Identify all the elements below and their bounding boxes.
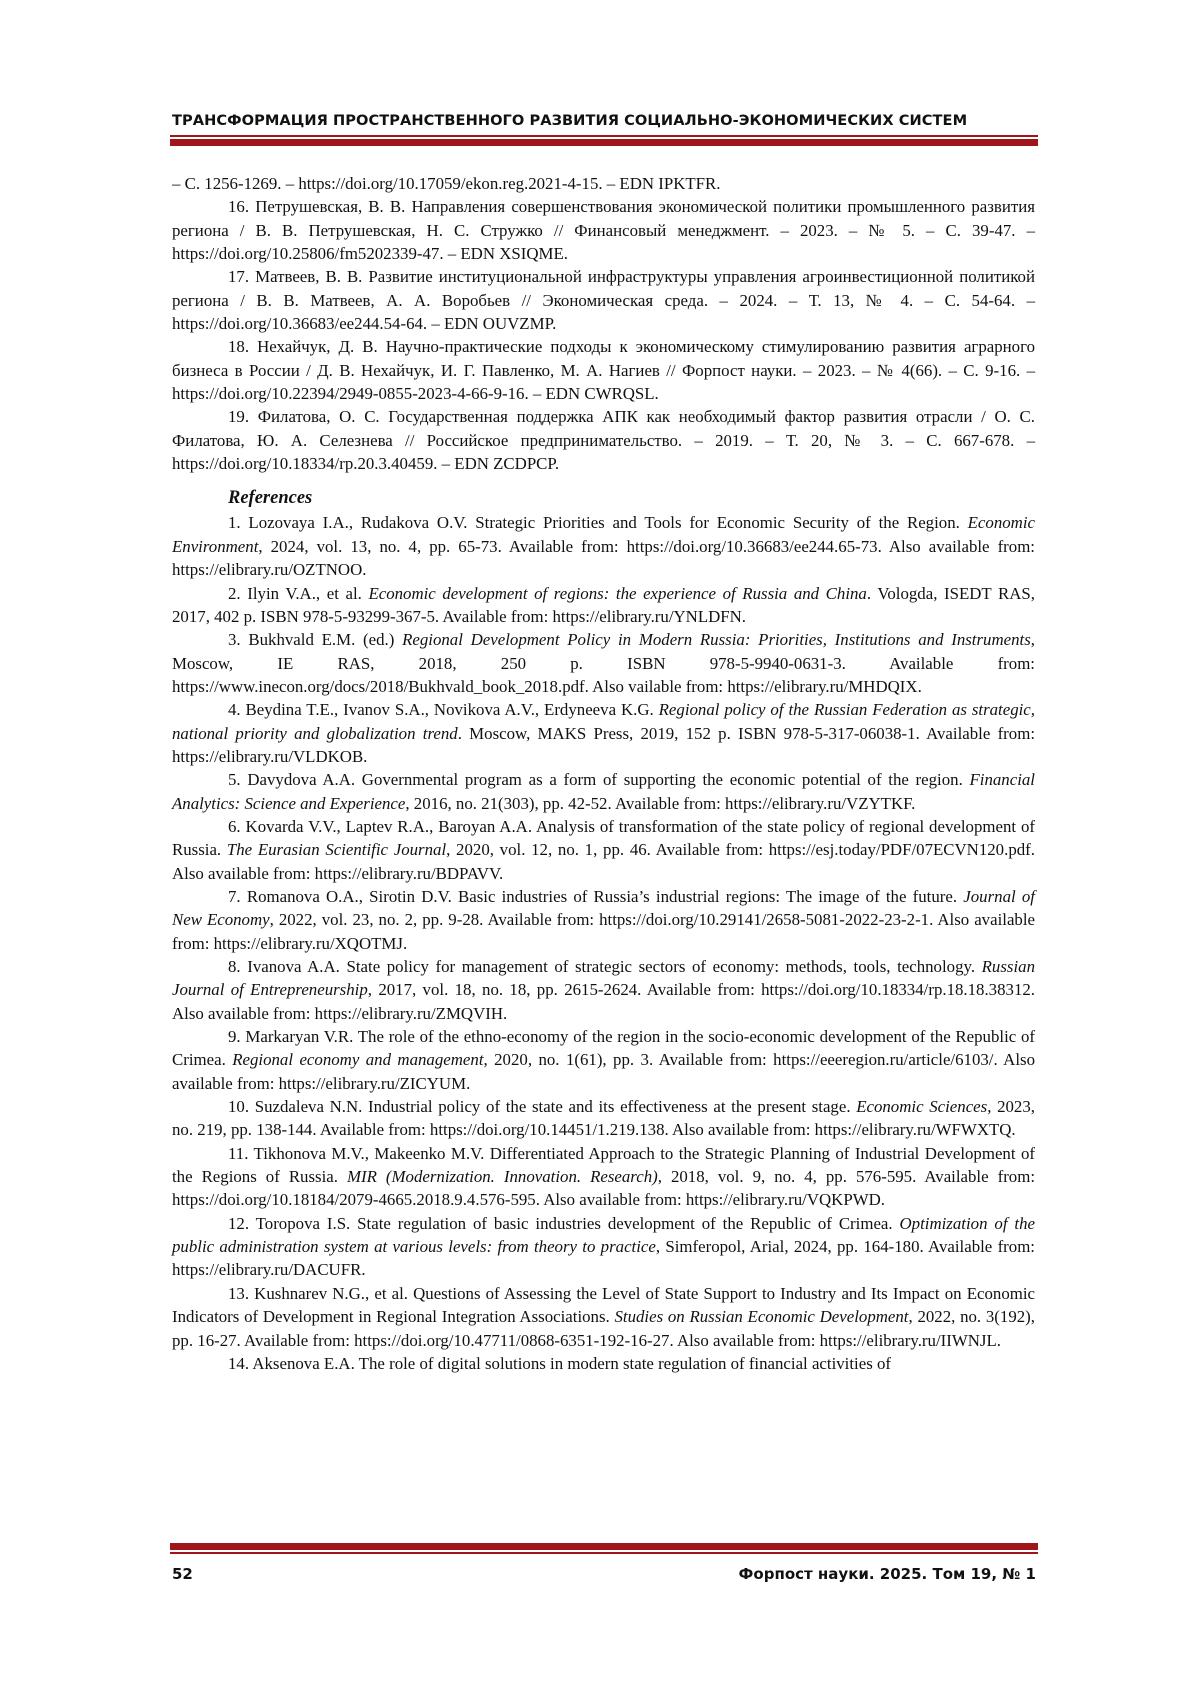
reference-ru-19: 19. Филатова, О. С. Государственная поддержка АПК как необходимый фактор развития отрасли / О. С. Филатова, Ю. А. Селезнева // Российское предпринимательство. – 2019. – Т. 20, № 3. – С. 667-678. – https://doi.org/10.18334/rp.20.3.40459. – EDN ZCDPCP. [172,407,1035,474]
page-number: 52 [172,1565,193,1583]
reference-en-2: 2. Ilyin V.A., et al. Economic development of regions: the experience of Russia and China. Vologda, ISEDT RAS, 2017, 402 p. ISBN 978-5-93299-367-5. Available from: https://elibrary.ru/YNLDFN. [172,583,1035,626]
reference-ru-16: 16. Петрушевская, В. В. Направления совершенствования экономической политики промышленного развития региона / В. В. Петрушевская, Н. С. Стружко // Финансовый менеджмент. – 2023. – № 5. – С. 39-47. – https://doi.org/10.25806/fm5202339-47. – EDN XSIQME. [172,197,1035,264]
reference-en-5: 5. Davydova A.A. Governmental program as a form of supporting the economic potential of the region. Financial Analytics: Science and Experience, 2016, no. 21(303), pp. 42-52. Available from: https://elibrary.ru/VZYTKF. [172,770,1035,813]
article-body [172,172,1035,1375]
reference-en-7: 7. Romanova O.A., Sirotin D.V. Basic industries of Russia’s industrial regions: The image of the future. Journal of New Economy, 2022, vol. 23, no. 2, pp. 9-28. Available from: https://doi.org/10.29141/2658-5081-2022-23-2-1. Also available from: https://elibrary.ru/XQOTMJ. [172,886,1035,953]
reference-continuation: – С. 1256-1269. – https://doi.org/10.17059/ekon.reg.2021-4-15. – EDN IPKTFR. [172,174,721,193]
reference-en-1: 1. Lozovaya I.A., Rudakova O.V. Strategic Priorities and Tools for Economic Security of the Region. Economic Environment, 2024, vol. 13, no. 4, pp. 65-73. Available from: https://doi.org/10.36683/ee244.65-73. Also available from: https://elibrary.ru/OZTNOO. [172,513,1035,580]
footer-rule [170,1543,1038,1554]
reference-en-9: 9. Markaryan V.R. The role of the ethno-economy of the region in the socio-economic development of the Republic of Crimea. Regional economy and management, 2020, no. 1(61), pp. 3. Available from: https://eeeregion.ru/article/6103/. Also available from: https://elibrary.ru/ZICYUM. [172,1027,1035,1093]
reference-en-3: 3. Bukhvald E.M. (ed.) Regional Development Policy in Modern Russia: Priorities, Institutions and Instruments, Moscow, IE RAS, 2018, 250 p. ISBN 978-5-9940-0631-3. Available from: https://www.inecon.org/docs/2018/Bukhvald_book_2018.pdf. Also vailable from: https://elibrary.ru/MHDQIX. [172,630,1035,696]
reference-ru-18: 18. Нехайчук, Д. В. Научно-практические подходы к экономическому стимулированию развития аграрного бизнеса в России / Д. В. Нехайчук, И. Г. Павленко, М. А. Нагиев // Форпост науки. – 2023. – № 4(66). – С. 9-16. – https://doi.org/10.22394/2949-0855-2023-4-66-9-16. – EDN CWRQSL. [172,337,1035,404]
reference-en-4: 4. Beydina T.E., Ivanov S.A., Novikova A.V., Erdyneeva K.G. Regional policy of the Russian Federation as strategic, national priority and globalization trend. Moscow, MAKS Press, 2019, 152 p. ISBN 978-5-317-06038-1. Available from: https://elibrary.ru/VLDKOB. [172,700,1035,766]
reference-en-12: 12. Toropova I.S. State regulation of basic industries development of the Republic of Crimea. Optimization of the public administration system at various levels: from theory to practice, Simferopol, Arial, 2024, pp. 164-180. Available from: https://elibrary.ru/DACUFR. [172,1213,1035,1280]
references-heading: References [228,488,313,509]
journal-issue: Форпост науки. 2025. Том 19, № 1 [738,1565,1036,1583]
reference-en-8: 8. Ivanova A.A. State policy for management of strategic sectors of economy: methods, tools, technology. Russian Journal of Entrepreneurship, 2017, vol. 18, no. 18, pp. 2615-2624. Available from: https://doi.org/10.18334/rp.18.18.38312. Also available from: https://elibrary.ru/ZMQVIH. [172,957,1036,1023]
reference-ru-17: 17. Матвеев, В. В. Развитие институциональной инфраструктуры управления агроинвестиционной политикой региона / В. В. Матвеев, А. А. Воробьев // Экономическая среда. – 2024. – Т. 13, № 4. – С. 54-64. – https://doi.org/10.36683/ee244.54-64. – EDN OUVZMP. [172,267,1035,334]
reference-en-6: 6. Kovarda V.V., Laptev R.A., Baroyan A.A. Analysis of transformation of the state policy of regional development of Russia. The Eurasian Scientific Journal, 2020, vol. 12, no. 1, pp. 46. Available from: https://esj.today/PDF/07ECVN120.pdf. Also available from: https://elibrary.ru/BDPAVV. [172,816,1035,883]
reference-en-11: 11. Tikhonova M.V., Makeenko M.V. Differentiated Approach to the Strategic Planning of Industrial Development of the Regions of Russia. MIR (Modernization. Innovation. Research), 2018, vol. 9, no. 4, pp. 576-595. Available from: https://doi.org/10.18184/2079-4665.2018.9.4.576-595. Also available from: https://elibrary.ru/VQKPWD. [172,1143,1036,1210]
header-rule [170,135,1038,146]
running-title: ТРАНСФОРМАЦИЯ ПРОСТРАНСТВЕННОГО РАЗВИТИЯ СОЦИАЛЬНО-ЭКОНОМИЧЕСКИХ СИСТЕМ [172,112,968,129]
reference-en-14: 14. Aksenova E.A. The role of digital solutions in modern state regulation of financial activities of [228,1353,891,1373]
reference-en-13: 13. Kushnarev N.G., et al. Questions of Assessing the Level of State Support to Industry and Its Impact on Economic Indicators of Development in Regional Integration Associations. Studies on Russian Economic Development, 2022, no. 3(192), pp. 16-27. Available from: https://doi.org/10.47711/0868-6351-192-16-27. Also available from: https://elibrary.ru/IIWNJL. [172,1283,1035,1350]
reference-en-10: 10. Suzdaleva N.N. Industrial policy of the state and its effectiveness at the present stage. Economic Sciences, 2023, no. 219, pp. 138-144. Available from: https://doi.org/10.14451/1.219.138. Also available from: https://elibrary.ru/WFWXTQ. [172,1097,1035,1140]
